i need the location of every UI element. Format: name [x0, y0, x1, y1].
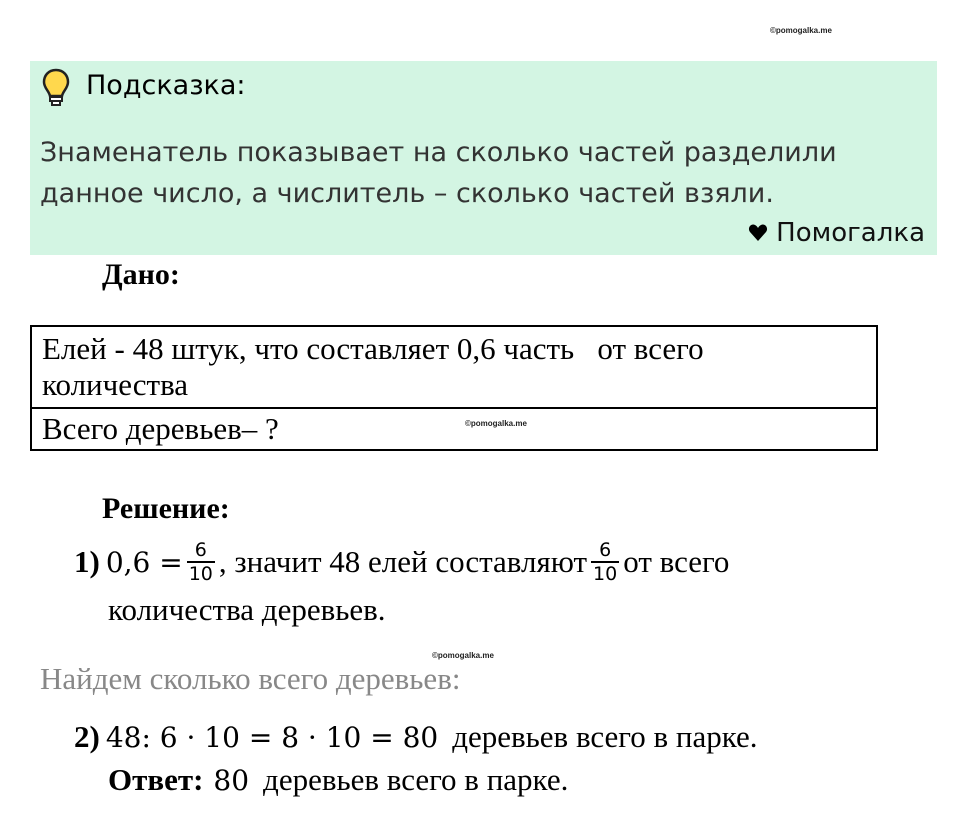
step1-line-2: количества деревьев.	[108, 592, 386, 627]
brand	[748, 218, 925, 248]
step1-fraction-2-numerator: 6	[599, 539, 612, 561]
given-row-1	[32, 327, 876, 409]
given-row-2-text: Всего деревьев– ?	[42, 411, 279, 446]
watermark-bottom: ©pomogalka.me	[432, 651, 494, 660]
step2-line	[74, 719, 758, 755]
watermark-mid: ©pomogalka.me	[465, 419, 527, 428]
hint-text-line1: Знаменатель показывает на сколько частей разделили	[40, 137, 837, 168]
watermark-top: ©pomogalka.me	[770, 26, 832, 35]
step1-fraction-2	[591, 539, 619, 585]
hint-text-line2: данное число, а числитель – сколько частей взяли.	[40, 178, 774, 209]
hint-text	[40, 132, 920, 214]
step1-fraction-numerator: 6	[194, 539, 207, 561]
given-heading: Дано:	[102, 258, 180, 291]
given-row-2	[32, 409, 876, 449]
step2-text: деревьев всего в парке.	[452, 719, 758, 754]
step1-fraction-denominator: 10	[188, 563, 213, 585]
step1-fraction	[187, 539, 215, 585]
step2-math: 48: 6 · 10 = 8 · 10 = 80	[105, 720, 439, 754]
heart-icon	[748, 223, 768, 243]
answer-text: деревьев всего в парке.	[263, 762, 569, 797]
hint-title: Подсказка:	[86, 70, 246, 101]
given-row-1-line1: Елей - 48 штук, что составляет 0,6 часть от всего	[42, 331, 704, 366]
step2-number: 2)	[74, 719, 100, 754]
brand-name: Помогалка	[776, 218, 925, 248]
solution-heading: Решение:	[102, 492, 230, 525]
answer-line	[108, 762, 568, 798]
find-text: Найдем сколько всего деревьев:	[40, 661, 461, 696]
step1-number: 1)	[74, 544, 100, 579]
step1-math: 0,6 =	[105, 545, 183, 579]
given-table	[30, 325, 878, 451]
step1-text-2: от всего	[623, 544, 730, 579]
lightbulb-icon	[40, 67, 72, 107]
step1-text: , значит 48 елей составляют	[218, 544, 588, 579]
step1-line	[74, 532, 729, 592]
answer-value: 80	[213, 763, 250, 797]
step1-fraction-2-denominator: 10	[593, 563, 618, 585]
answer-label: Ответ:	[108, 762, 204, 797]
given-row-1-line2: количества	[42, 367, 189, 402]
